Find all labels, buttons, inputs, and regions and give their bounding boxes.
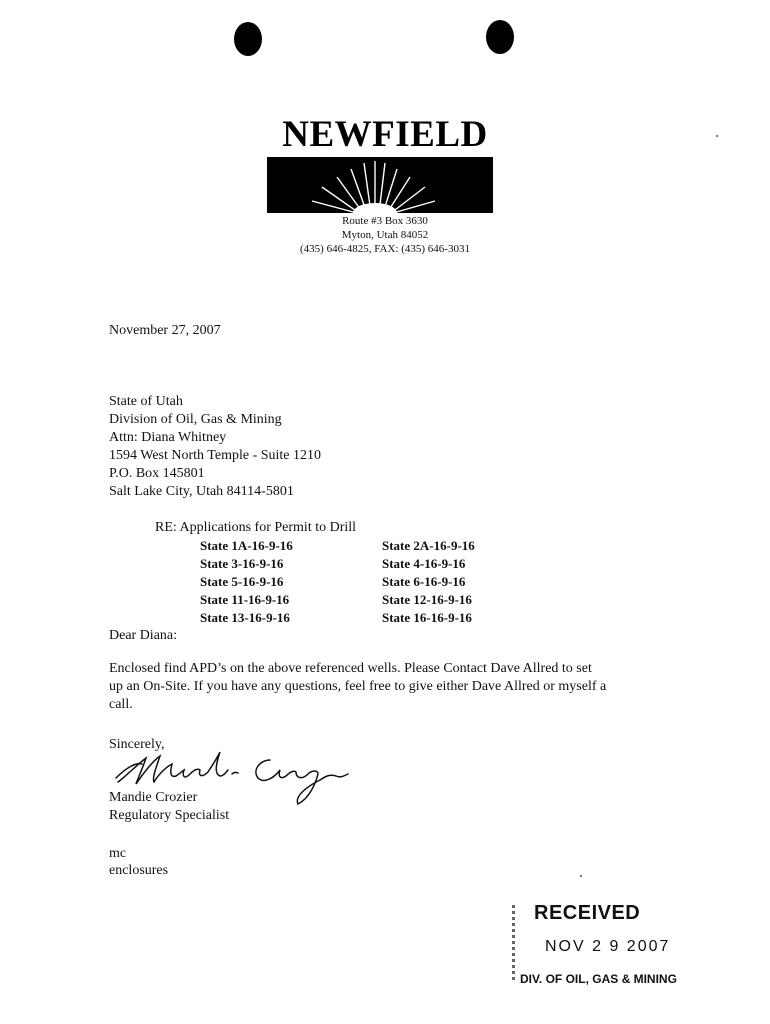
recipient-line: Division of Oil, Gas & Mining xyxy=(109,412,282,427)
binder-hole-right xyxy=(486,20,514,54)
well-name: State 12-16-9-16 xyxy=(382,592,472,607)
body-line: call. xyxy=(109,697,133,712)
signer-title: Regulatory Specialist xyxy=(109,808,230,823)
re-subject: RE: Applications for Permit to Drill xyxy=(155,520,357,535)
well-name: State 16-16-9-16 xyxy=(382,610,472,625)
well-name: State 5-16-9-16 xyxy=(200,574,284,589)
company-name: NEWFIELD xyxy=(282,114,488,155)
well-name: State 1A-16-9-16 xyxy=(200,538,293,553)
stamp-division: DIV. OF OIL, GAS & MINING xyxy=(520,972,677,986)
recipient-line: 1594 West North Temple - Suite 1210 xyxy=(109,448,322,463)
well-name: State 6-16-9-16 xyxy=(382,574,466,589)
well-list-right xyxy=(382,537,475,627)
sunburst-logo-icon xyxy=(267,157,493,213)
well-name: State 13-16-9-16 xyxy=(200,610,290,625)
letterhead-address-line: Route #3 Box 3630 xyxy=(342,215,428,227)
recipient-address xyxy=(109,393,321,501)
body-line: up an On-Site. If you have any questions, feel free to give either Dave Allred or myself a xyxy=(109,679,607,694)
closing: Sincerely, xyxy=(109,737,165,752)
typist-initials: mc xyxy=(109,846,127,861)
salutation: Dear Diana: xyxy=(109,628,178,643)
body-line: Enclosed find APD’s on the above referenced wells. Please Contact Dave Allred to set xyxy=(109,661,592,676)
well-name: State 2A-16-9-16 xyxy=(382,538,475,553)
well-list-left xyxy=(200,537,293,627)
binder-hole-left xyxy=(234,22,262,56)
letter-date: November 27, 2007 xyxy=(109,323,221,338)
well-name: State 4-16-9-16 xyxy=(382,556,466,571)
scan-speck xyxy=(580,875,582,877)
received-stamp: RECEIVED xyxy=(534,902,641,924)
recipient-line: Salt Lake City, Utah 84114-5801 xyxy=(109,484,294,499)
enclosures-note: enclosures xyxy=(109,863,169,878)
received-date: NOV 2 9 2007 xyxy=(545,938,671,955)
signer-name: Mandie Crozier xyxy=(109,790,198,805)
scan-speck xyxy=(716,135,718,137)
well-name: State 11-16-9-16 xyxy=(200,592,290,607)
letterhead-phone-line: (435) 646-4825, FAX: (435) 646-3031 xyxy=(300,243,470,255)
stamp-edge xyxy=(512,905,515,983)
recipient-line: State of Utah xyxy=(109,394,183,409)
letter-body xyxy=(109,660,669,714)
recipient-line: Attn: Diana Whitney xyxy=(109,430,227,445)
well-name: State 3-16-9-16 xyxy=(200,556,284,571)
letterhead-address-line: Myton, Utah 84052 xyxy=(341,229,429,241)
recipient-line: P.O. Box 145801 xyxy=(109,466,205,481)
